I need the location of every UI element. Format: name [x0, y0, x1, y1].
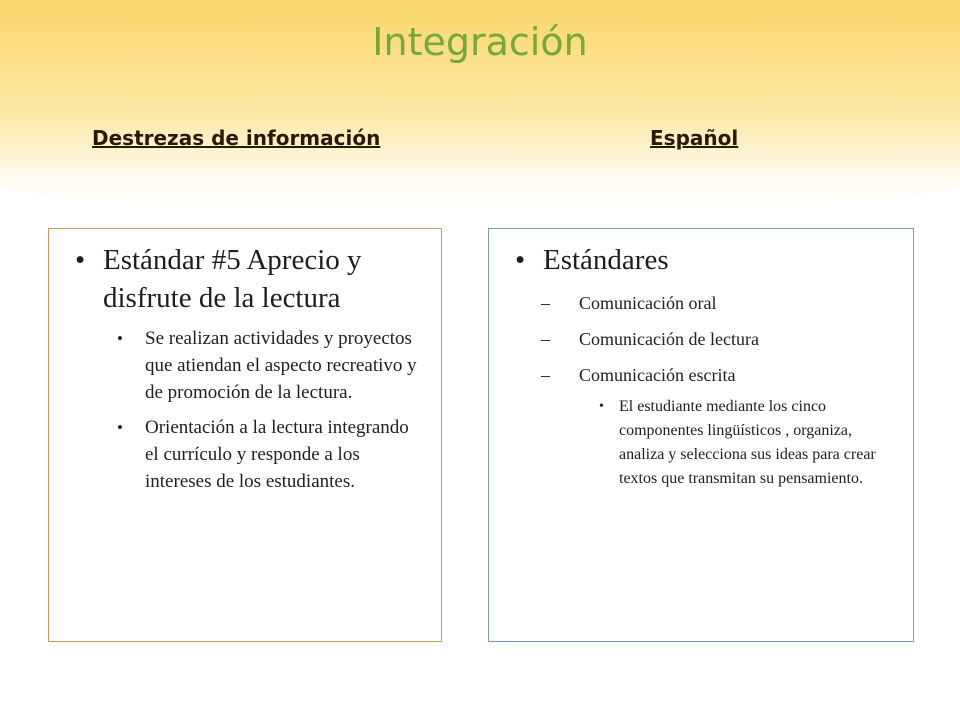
dash-item	[507, 363, 899, 387]
dash-item-text: Comunicación escrita	[579, 365, 736, 385]
left-main-bullet-text: Estándar #5 Aprecio y disfrute de la lectura	[103, 244, 362, 314]
left-main-bullet	[67, 241, 427, 317]
dash-marker: –	[541, 365, 550, 385]
left-content-box	[48, 228, 442, 642]
right-content-box	[488, 228, 914, 642]
right-main-bullet	[507, 241, 899, 279]
left-sub-bullet	[67, 414, 427, 495]
dash-item	[507, 291, 899, 315]
right-detail-bullet-text: El estudiante mediante los cinco componentes lingüísticos , organiza, analiza y selecciona sus ideas para crear textos que transmitan su pensamiento.	[619, 398, 876, 487]
left-sub-bullet	[67, 325, 427, 406]
dash-item	[507, 327, 899, 351]
dash-marker: –	[541, 329, 550, 349]
left-column-heading: Destrezas de información	[92, 126, 381, 150]
bullet-marker: •	[117, 418, 123, 437]
dash-item-text: Comunicación de lectura	[579, 329, 759, 349]
left-sub-bullet-text: Se realizan actividades y proyectos que atiendan el aspecto recreativo y de promoción de la lectura.	[145, 328, 417, 403]
bullet-marker: •	[515, 244, 526, 276]
left-sub-bullet-text: Orientación a la lectura integrando el currículo y responde a los intereses de los estudiantes.	[145, 417, 409, 492]
right-main-bullet-text: Estándares	[543, 244, 669, 276]
bullet-marker: •	[117, 329, 123, 348]
dash-marker: –	[541, 293, 550, 313]
right-column-heading: Español	[650, 126, 739, 150]
dash-item-text: Comunicación oral	[579, 293, 717, 313]
right-detail-bullet	[507, 395, 899, 491]
bullet-marker: •	[75, 244, 86, 276]
bullet-marker: •	[599, 399, 604, 414]
slide-title: Integración	[372, 20, 588, 64]
